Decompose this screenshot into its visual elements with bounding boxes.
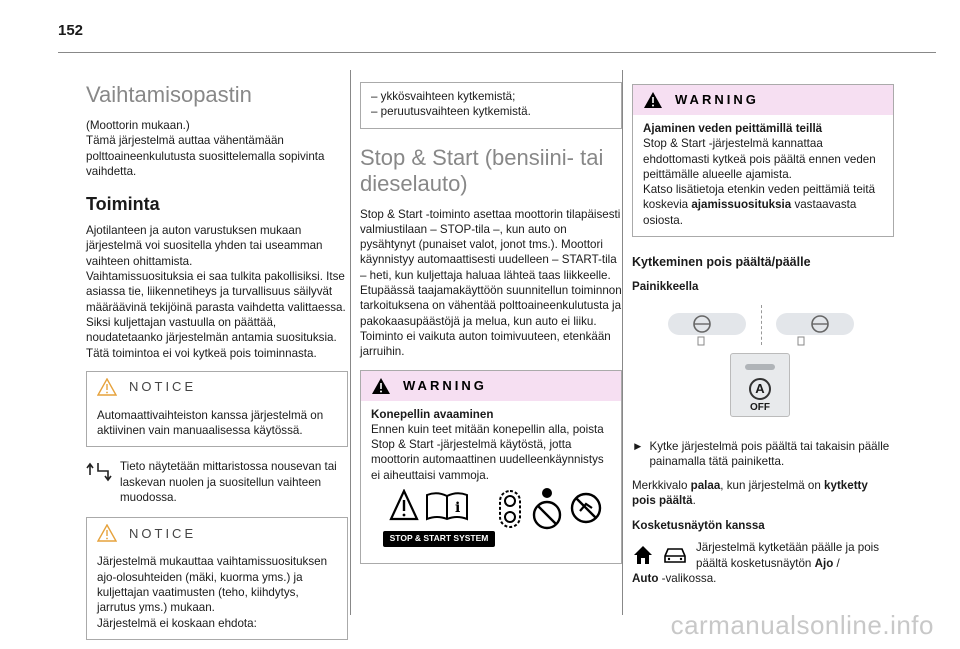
button-subheading: Painikkeella	[632, 280, 699, 294]
warning-box	[632, 84, 894, 237]
warning-triangle-icon	[97, 378, 117, 396]
fan-belt-icon	[497, 489, 523, 529]
notice-box-1	[86, 371, 348, 448]
svg-text:i: i	[455, 500, 461, 517]
list-item: – peruutusvaihteen kytkemistä.	[371, 105, 531, 119]
warning-header	[633, 85, 893, 115]
stop-start-banner: STOP & START SYSTEM	[383, 531, 495, 547]
warning-text: Ennen kuin teet mitään konepellin alla, poista Stop & Start -järjestelmä käytöstä, jotta moottorin automaattinen uudelleenkäynnistys ei aiheuttaisi vammoja.	[371, 422, 604, 482]
auto-a-icon: A	[749, 378, 771, 400]
car-icon	[662, 544, 688, 566]
safety-pictograms	[371, 489, 611, 555]
warning-label: WARNING	[675, 92, 759, 108]
notice-text: Järjestelmä mukauttaa vaihtamissuosituksen ajo-olosuhteiden (mäki, kuorma yms.) ja kuljettajan vaatimusten (teho, kiihdytys, jarrutus yms.) mukaan. Järjestelmä ei koskaan ehdota:	[97, 555, 328, 630]
gear-up-down-arrow-icon	[86, 459, 114, 483]
press-instruction	[632, 439, 894, 470]
button-illustration	[632, 301, 894, 431]
column-divider-1	[350, 70, 351, 615]
no-hands-icon	[531, 485, 563, 533]
warning-header	[361, 371, 621, 401]
warning-label: WARNING	[403, 377, 487, 393]
touch-text: Järjestelmä kytketään päälle ja pois päältä kosketusnäytön Ajo /	[696, 541, 880, 570]
stop-start-title: Stop & Start (bensiini- tai dieselauto)	[360, 144, 604, 196]
column-3: WARNING Ajaminen veden peittämillä teillä Stop & Start -järjestelmä kannattaa ehdottomasti kytkeä pois päältä ennen veden peittämälle alueelle ajamista. Katso lisätietoja etenkin veden peittämiä teitä koskevia ajamissuosituksia vastaavasta osiosta. Kytkeminen pois päältä/päälle Painikkeella A OFF ► Kytke järjestelmä pois päältä tai takaisin päälle painamalla tätä painiketta. Merkkivalo palaa, kun järjestelmä on kytketty pois päältä. Kosketusnäytön kanssa Järjestelmä kytketään päälle ja pois päältä kosketusnäytön Ajo / Auto -valikossa.	[632, 70, 894, 590]
warning-box	[360, 370, 622, 564]
warning-triangle-icon	[389, 489, 419, 523]
watermark: carmanualsonline.info	[670, 610, 934, 640]
touchscreen-instruction	[632, 540, 894, 571]
led-text: Merkkivalo palaa, kun järjestelmä on kytketty pois päältä.	[632, 478, 868, 507]
page-number: 152	[58, 22, 84, 39]
touchscreen-subheading: Kosketusnäytön kanssa	[632, 519, 765, 533]
column-divider-2	[622, 70, 623, 615]
list-item: – ykkösvaihteen kytkemistä;	[371, 90, 516, 103]
stop-start-body: Stop & Start -toiminto asettaa moottorin tilapäisesti valmiustilaan – STOP-tila –, kun auto on pysähtynyt (punaiset valot, jonot tms.). Moottori käynnistyy automaattisesti uudelleen – START-tila – heti, kun kuljettaja haluaa lähteä taas liikkeelle. Etupäässä taajamakäyttöön suunnitellun toiminnon tarkoituksena on vähentää polttoaineenkulutusta ja pakokaasupäästöjä ja melua, kun auto ei liiku. Toiminto ei vaikuta auton toimivuuteen, etenkään jarruihin.	[360, 207, 622, 359]
indicator-led	[745, 364, 775, 370]
notice-label: NOTICE	[129, 525, 197, 541]
press-text: Kytke järjestelmä pois päältä tai takaisin päälle painamalla tätä painiketta.	[649, 440, 890, 469]
gear-shift-intro: (Moottorin mukaan.) Tämä järjestelmä auttaa vähentämään polttoaineenkulutusta suosittelemalla sopivinta vaihdetta.	[86, 119, 325, 178]
notice-header	[87, 372, 347, 402]
warning-title: Ajaminen veden peittämillä teillä	[643, 122, 823, 135]
warning-triangle-icon	[97, 524, 117, 542]
notice-text: Automaattivaihteiston kanssa järjestelmä on aktiivinen vain manuaalisessa käytössä.	[97, 408, 324, 438]
stop-start-off-button[interactable]	[730, 353, 790, 417]
toggle-heading: Kytkeminen pois päältä/päälle	[632, 255, 811, 270]
notice-header	[87, 518, 347, 548]
gear-shift-title: Vaihtamisopastin	[86, 82, 252, 107]
gear-indicator-tip	[86, 459, 348, 505]
warning-triangle-icon	[371, 377, 391, 395]
off-label: OFF	[750, 402, 770, 414]
arrow-icon: ►	[632, 440, 644, 454]
tip-text: Tieto näytetään mittaristossa nousevan tai laskevan nuolen ja suositellun vaihteen muodossa.	[120, 460, 337, 505]
notice-label: NOTICE	[129, 379, 197, 395]
column-1	[86, 70, 348, 649]
operation-heading: Toiminta	[86, 194, 160, 215]
manual-book-icon	[425, 491, 469, 521]
column-2	[360, 70, 622, 576]
no-touch-icon	[569, 491, 603, 525]
operation-text: Ajotilanteen ja auton varustuksen mukaan järjestelmä voi suositella yhden tai useamman vaihteen ohittamista. Vaihtamissuosituksia ei saa tulkita pakollisiksi. Itse asiassa tie, liikennetiheys ja turvallisuus säilyvät määräävinä tekijöinä parasta vaihdetta valittaessa. Siksi kuljettajan vastuulla on päättää, noudatetaanko järjestelmän antamia suosituksia. Tätä toimintoa ei voi kytkeä pois toiminnasta.	[86, 224, 346, 360]
steering-wheel-left-icon	[662, 305, 750, 347]
warning-title: Konepellin avaaminen	[371, 407, 494, 421]
home-icon	[632, 544, 654, 566]
continuation-list-box	[360, 82, 622, 129]
top-divider	[58, 52, 936, 53]
center-divider	[761, 305, 762, 345]
notice-box-2	[86, 517, 348, 639]
warning-triangle-icon	[643, 91, 663, 109]
steering-wheel-right-icon	[772, 305, 860, 347]
warning-text: Stop & Start -järjestelmä kannattaa ehdottomasti kytkeä pois päältä ennen veden peittämälle alueelle ajamista. Katso lisätietoja etenkin veden peittämiä teitä koskevia ajamissuosituksia vastaavasta osiosta.	[643, 137, 876, 227]
